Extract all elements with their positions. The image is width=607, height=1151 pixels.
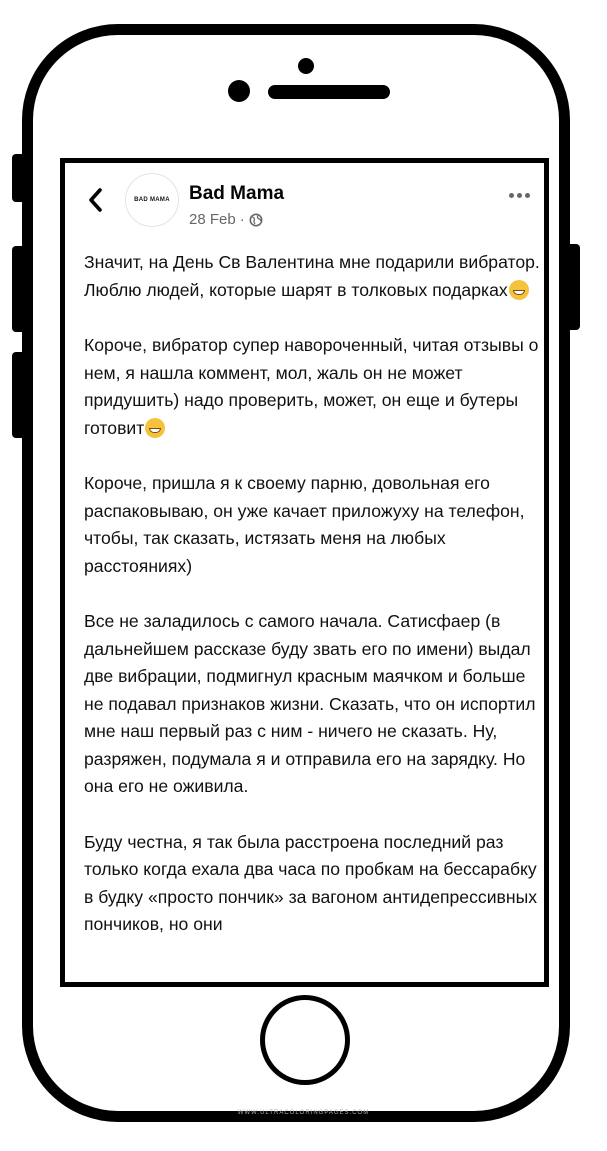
phone-screen: [60, 158, 549, 987]
post-meta: [189, 211, 263, 228]
post-paragraph: Значит, на День Св Валентина мне подарили вибратор. Люблю людей, которые шарят в толковых подарках: [84, 252, 540, 300]
power-button: [566, 244, 580, 330]
post-paragraph: Короче, пришла я к своему парню, довольная его распаковываю, он уже качает приложуху на телефон, чтобы, так сказать, истязать меня на любых расстояниях): [84, 473, 525, 576]
volume-down-button: [12, 352, 26, 438]
more-horizontal-icon[interactable]: [509, 193, 530, 198]
avatar-logo-text: BAD MAMA: [134, 197, 170, 203]
front-camera: [228, 80, 250, 102]
camera-dot: [298, 58, 314, 74]
post-body: [84, 249, 544, 967]
post-paragraph: Буду честна, я так была расстроена последний раз только когда ехала два часа по пробкам на бессарабку в будку «просто пончик» за вагоном антидепрессивных пончиков, но они: [84, 831, 538, 934]
home-button[interactable]: [260, 995, 350, 1085]
grinning-sweat-emoji: [509, 280, 529, 300]
globe-icon: [249, 213, 263, 227]
page-name[interactable]: Bad Mama: [189, 183, 285, 204]
avatar[interactable]: [125, 173, 179, 227]
mute-switch: [12, 154, 26, 202]
volume-up-button: [12, 246, 26, 332]
post-paragraph: Короче, вибратор супер навороченный, читая отзывы о нем, я нашла коммент, мол, жаль он не может придушить) надо проверить, может, он еще и бутеры готовит: [84, 335, 539, 438]
meta-separator: ·: [239, 211, 245, 228]
post-header: [65, 163, 544, 233]
speaker-grille: [268, 85, 390, 99]
grinning-sweat-emoji: [145, 418, 165, 438]
post-paragraph: Все не заладилось с самого начала. Сатисфаер (в дальнейшем рассказе буду звать его по имени) выдал две вибрации, подмигнул красным маячком и больше не подавал признаков жизни. Сказать, что он испортил мне наш первый раз с ним - ничего не сказать. Ну, разряжен, подумала я и отправила его на зарядку. Но она его не оживила.: [84, 611, 536, 796]
watermark: WWW.ULTRACOLORINGPAGES.COM: [237, 1110, 370, 1116]
chevron-left-icon[interactable]: [85, 187, 107, 213]
post-date[interactable]: 28 Feb: [189, 211, 236, 228]
